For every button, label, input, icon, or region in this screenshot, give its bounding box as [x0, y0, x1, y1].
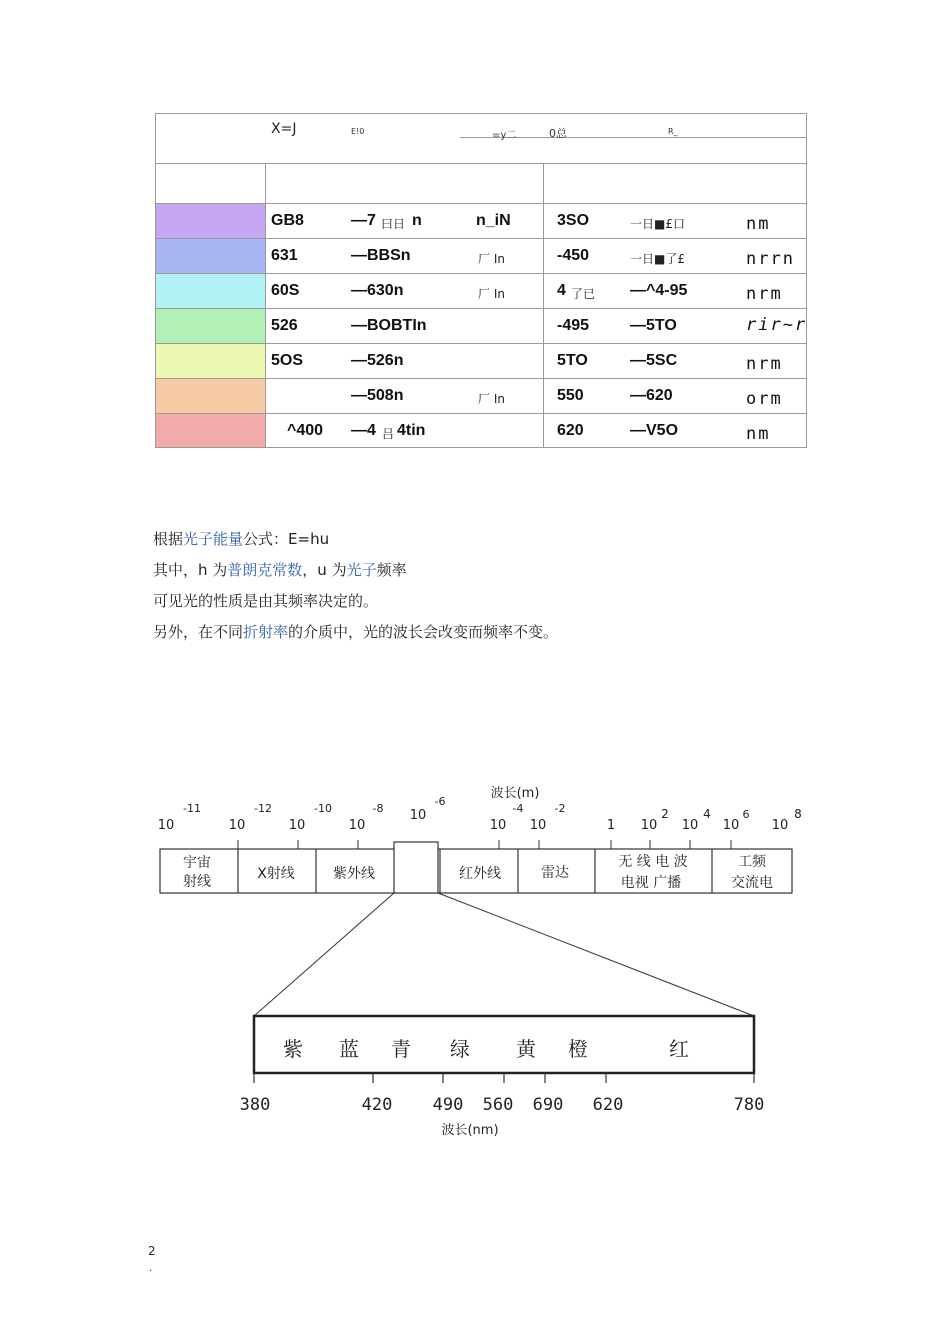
footer-dot: . [149, 1263, 153, 1274]
nm-tick-label: 690 [532, 1095, 564, 1115]
cell: —BBSn [351, 247, 411, 264]
cell: —4 [351, 422, 376, 439]
tick-base: 10 [157, 818, 175, 833]
cell: 4 [557, 282, 566, 299]
cell: 厂 In [478, 392, 505, 406]
band-label-radar: 雷达 [541, 865, 569, 881]
page-number: 2 [148, 1244, 156, 1258]
tick-exp: -2 [554, 802, 566, 815]
tick-base: 10 [722, 818, 740, 833]
tick-exp: -12 [254, 802, 272, 815]
cell: 曰日 [381, 217, 406, 231]
cell-unit: nrm [746, 354, 783, 374]
tick-exp: -6 [434, 795, 446, 808]
tick-exp: -10 [314, 802, 332, 815]
cell: —5TO [630, 317, 677, 334]
tick-base: 10 [409, 808, 427, 823]
band-label-power: 工频 [738, 854, 766, 870]
color-blue: 蓝 [339, 1037, 359, 1061]
link-planck-constant[interactable]: 普朗克常数 [227, 561, 303, 579]
header-c5: R_ [668, 127, 678, 136]
paragraph-refraction: 另外，在不同折射率的介质中，光的波长会改变而频率不变。 [153, 623, 559, 641]
nm-tick-label: 620 [592, 1095, 624, 1115]
nm-tick-label: 420 [361, 1095, 393, 1115]
cell: 631 [271, 247, 298, 264]
paragraph-visible-light: 可见光的性质是由其频率决定的。 [153, 592, 379, 610]
link-photon-energy[interactable]: 光子能量 [183, 530, 244, 548]
paragraph-photon-energy: 根据光子能量公式：E=hu [153, 530, 330, 548]
nm-tick-label: 490 [432, 1095, 464, 1115]
cell-unit: rir~r [746, 315, 808, 335]
tick-base: 10 [489, 818, 507, 833]
cell: —V5O [630, 422, 679, 439]
cell: 550 [557, 387, 584, 404]
cell: —630n [351, 282, 404, 299]
band-label-cosmic: 宇宙 [183, 855, 211, 871]
cell: 5OS [271, 352, 304, 369]
band-label-xray: X射线 [257, 866, 295, 882]
paragraph-planck: 其中，h 为普朗克常数，u 为光子频率 [153, 561, 407, 579]
tick-base: 10 [228, 818, 246, 833]
tick-base: 10 [771, 818, 789, 833]
header-c1: X=J [271, 121, 297, 137]
tick-exp: 4 [703, 807, 711, 821]
cell: 厂 In [478, 287, 505, 301]
tick-exp: -11 [183, 802, 201, 815]
cell: 4tin [397, 422, 426, 439]
cell-unit: nm [746, 424, 771, 444]
band-label-ir: 红外线 [459, 866, 501, 882]
nm-tick-label: 380 [239, 1095, 271, 1115]
nm-tick-label: 780 [733, 1095, 765, 1115]
tick-base: 10 [681, 818, 699, 833]
color-violet: 紫 [283, 1037, 303, 1061]
cell: -450 [557, 247, 590, 264]
header-c4: 0总 [549, 127, 567, 140]
cell: 厂 In [478, 252, 505, 266]
cell: GB8 [271, 212, 304, 229]
cell: —^4-95 [630, 282, 688, 299]
cell: n_iN [476, 212, 511, 229]
cell-unit: nm [746, 214, 771, 234]
cell: ^400 [287, 422, 324, 439]
cell: —508n [351, 387, 404, 404]
cell-unit: orm [746, 389, 783, 409]
cell-unit: nrm [746, 284, 783, 304]
tick-base: 10 [529, 818, 547, 833]
color-yellow: 黄 [516, 1037, 536, 1061]
cell: 一日■£口 [630, 217, 685, 231]
tick-base: 10 [288, 818, 306, 833]
color-red: 红 [669, 1037, 689, 1061]
axis-title-nm: 波长(nm) [441, 1123, 499, 1138]
tick-base: 1 [606, 818, 616, 833]
tick-exp: -8 [372, 802, 384, 815]
color-cyan: 青 [391, 1037, 411, 1061]
tick-base: 10 [348, 818, 366, 833]
cell: —5SC [630, 352, 678, 369]
nm-tick-label: 560 [482, 1095, 514, 1115]
header-c3: =y二 [492, 130, 517, 141]
cell: 620 [557, 422, 584, 439]
tick-exp: 6 [742, 808, 750, 821]
band-label-cosmic: 射线 [183, 874, 211, 890]
cell: 526 [271, 317, 298, 334]
cell: 3SO [557, 212, 590, 229]
tick-exp: -4 [512, 802, 524, 815]
cell: —620 [630, 387, 673, 404]
band-label-uv: 紫外线 [333, 866, 375, 882]
header-c2: E!0 [351, 127, 365, 136]
cell: 了已 [571, 287, 596, 301]
tick-exp: 2 [661, 807, 669, 821]
cell: 5TO [557, 352, 588, 369]
tick-base: 10 [640, 818, 658, 833]
axis-title-m: 波长(m) [490, 786, 540, 801]
cell: 一日■了£ [630, 252, 685, 266]
cell: n [412, 212, 422, 229]
cell: 60S [271, 282, 300, 299]
cell-unit: nrrn [746, 249, 795, 269]
link-photon[interactable]: 光子 [346, 561, 377, 579]
band-label-radio: 电视 广播 [620, 875, 682, 891]
cell: 吕 [382, 427, 395, 441]
tick-exp: 8 [794, 807, 802, 821]
link-refractive-index[interactable]: 折射率 [243, 623, 289, 641]
cell: —BOBTIn [351, 317, 427, 334]
band-label-radio: 无 线 电 波 [618, 854, 688, 870]
cell: —526n [351, 352, 404, 369]
band-label-power: 交流电 [731, 875, 773, 891]
color-green: 绿 [450, 1037, 470, 1061]
cell: -495 [557, 317, 590, 334]
color-orange: 橙 [568, 1037, 588, 1061]
cell: —7 [351, 212, 376, 229]
